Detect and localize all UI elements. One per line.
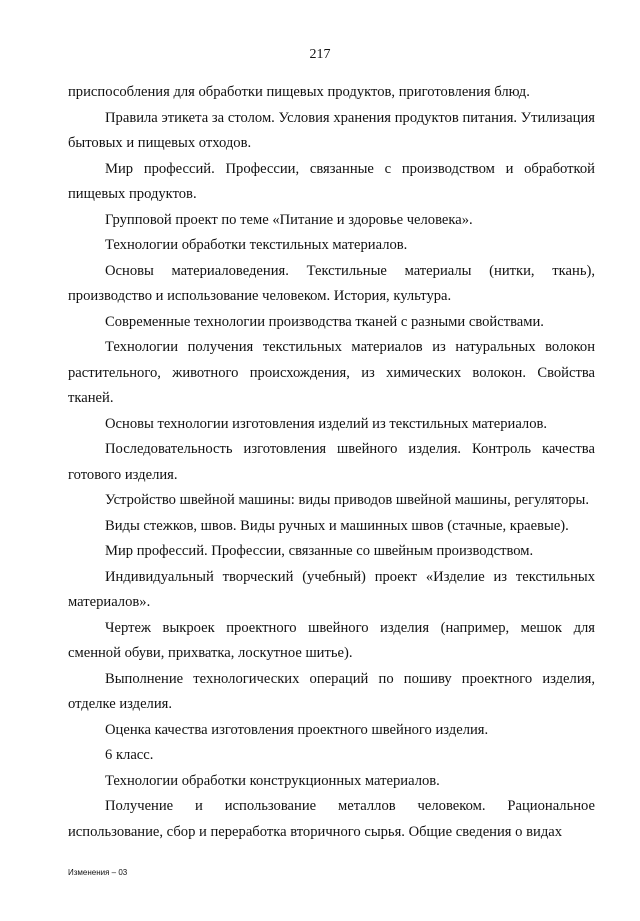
paragraph: Выполнение технологических операций по пошиву проектного изделия, отделке изделия. <box>68 670 595 712</box>
paragraph: приспособления для обработки пищевых продуктов, приготовления блюд. <box>68 84 530 100</box>
paragraph: Чертеж выкроек проектного швейного изделия (например, мешок для сменной обуви, прихватка, лоскутное шитье). <box>68 619 595 661</box>
paragraph: Виды стежков, швов. Виды ручных и машинных швов (стачные, краевые). <box>105 517 569 534</box>
paragraph: Получение и использование металлов человеком. Рациональное использование, сбор и переработка вторичного сырья. Общие сведения о видах <box>68 798 595 840</box>
document-body <box>68 80 595 845</box>
paragraph: Технологии обработки текстильных материалов. <box>105 237 408 253</box>
paragraph: Технологии получения текстильных материалов из натуральных волокон растительного, животного происхождения, из химических волокон. Свойства тканей. <box>68 339 595 406</box>
paragraph: Основы материаловедения. Текстильные материалы (нитки, ткань), производство и использование человеком. История, культура. <box>68 262 595 304</box>
paragraph: 6 класс. <box>105 747 154 763</box>
paragraph: Основы технологии изготовления изделий из текстильных материалов. <box>105 415 548 432</box>
paragraph: Мир профессий. Профессии, связанные с производством и обработкой пищевых продуктов. <box>68 160 595 202</box>
footer-revision-note: Изменения – 03 <box>68 868 128 877</box>
paragraph: Групповой проект по теме «Питание и здоровье человека». <box>105 211 473 228</box>
paragraph: Устройство швейной машины: виды приводов швейной машины, регуляторы. <box>105 492 590 508</box>
paragraph: Правила этикета за столом. Условия хранения продуктов питания. Утилизация бытовых и пищевых отходов. <box>68 109 595 151</box>
paragraph: Современные технологии производства тканей с разными свойствами. <box>105 313 544 330</box>
paragraph: Мир профессий. Профессии, связанные со швейным производством. <box>105 543 534 559</box>
paragraph: Последовательность изготовления швейного изделия. Контроль качества готового изделия. <box>68 441 595 483</box>
paragraph: Технологии обработки конструкционных материалов. <box>105 772 440 789</box>
paragraph: Оценка качества изготовления проектного швейного изделия. <box>105 721 489 738</box>
page-number: 217 <box>309 47 331 62</box>
paragraph: Индивидуальный творческий (учебный) проект «Изделие из текстильных материалов». <box>68 568 595 610</box>
